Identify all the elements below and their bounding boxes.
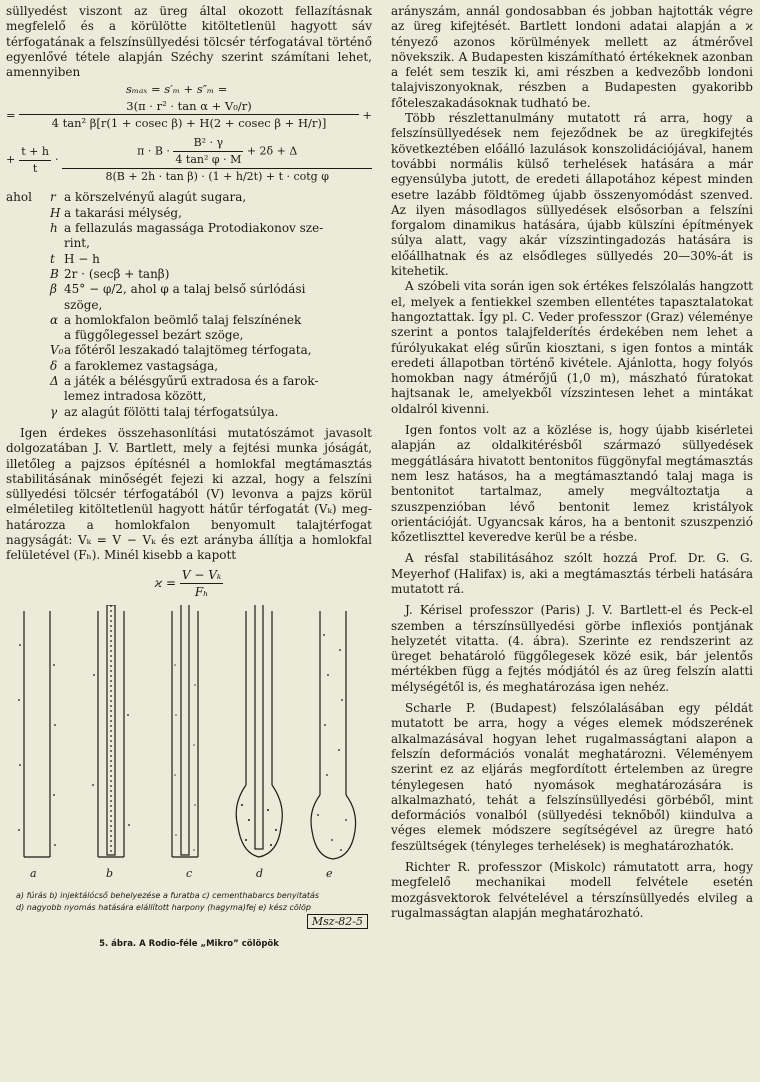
pile-a-drawing [18,611,56,857]
fraction-2-num-a: π · B · [137,144,170,158]
formula-fraction-1 [19,99,360,130]
kappa-lhs: ϰ = [154,575,177,590]
definition-body [50,252,372,267]
def-text: a játék a bélésgyűrű extradosa és a farok- [64,374,319,389]
pile-drawings [6,605,372,905]
figure-label-e: e [326,866,333,880]
left-column [6,4,372,977]
def-symbol: B [50,266,59,281]
def-symbol: V₀ [50,343,64,358]
def-symbol: Δ [50,374,59,389]
figure-legend-line-1: a) fúrás b) injektálócső behelyezése a furatba c) cementhabarcs benyitatás [16,890,320,900]
formula-line-3 [6,136,372,184]
pile-e-drawing [311,611,356,859]
definition-row [6,343,372,358]
def-text: a körszelvényű alagút sugara, [64,190,247,205]
figure-label-b: b [106,866,114,880]
fraction-1-numerator: 3(π · r² · tan α + V₀/r) [19,99,360,115]
formula-dot: · [54,153,59,167]
micro-pile-figure [6,605,372,977]
definition-body [50,313,372,344]
definition-row [6,190,372,205]
fraction-2-numerator [62,136,372,169]
fraction-2-denominator: 8(B + 2h · tan β) · (1 + h/2t) + t · cotg φ [105,170,329,184]
pile-c-drawing [172,605,198,857]
def-text: a takarási mélység, [64,205,182,220]
paragraph-kerisel: J. Kérisel professzor (Paris) J. V. Bartlett-el és Peck-el szemben a térszínsüllyedési görbe inflexiós pontjának helyzetét vitatta. (4. ábra). Szerinte ez rendszerint az üreget behatároló függőlegesek közé esik, bár jelentős mértékben függ a fejtés módjától és az üreg felszín alatti mélységétől is, és meghatározása igen nehéz. [391,603,753,694]
prefactor-denominator: t [32,161,38,175]
definition-row [6,359,372,374]
definition-row [6,374,372,405]
formula-fraction-2 [62,136,372,184]
figure-label-a: a [30,866,37,880]
formula-line-1: sₘₐₓ = s′ₘ + s″ₘ = [126,82,228,97]
paragraph-secondary-settlement: Több részlettanulmány mutatott rá arra, hogy a felszínsüllyedések nem fejeződnek be az üregkifejtés következtében előálló lazulások konszolidációjával, hanem további normális külső terhelések hatására a már egyensúlyba jutott, de eredeti állapotához képest minden esetre lazább földtömeg újabb összenyomódást szenved. Az ilyen másodlagos süllyedések elsősorban a felszíni forgalom dinamikus hatására, újabb külszíni építmények súlya alatt, vagy akár vízszintingadozás hatására is előállhatnak és az elsődleges süllyedés 20—30%-át is kitehetik. [391,111,753,279]
intro-paragraph: süllyedést viszont az üreg által okozott fellazításnak megfelelő és a körülötte kitöltetlenül hagyott sáv térfogatának a felszínsüllyedési tölcsér térfogatával történő egyenlővé tétele alapján Széchy szerint számítani lehet, amennyiben [6,4,372,80]
definition-row [6,282,372,313]
figure-caption: 5. ábra. A Rodio-féle „Mikro” cölöpök [99,938,279,949]
definition-body [50,405,372,420]
def-text: a fellazulás magassága Protodiakonov sze- [64,221,324,236]
formula-prefactor [19,145,51,176]
ahol-label: ahol [6,190,32,205]
fraction-2-num-b: + 2δ + Δ [246,144,298,158]
definition-row [6,252,372,267]
def-text: 45° − φ/2, ahol φ a talaj belső súrlódási [64,282,306,297]
kappa-formula [6,568,372,599]
definition-body [50,343,372,358]
figure-label-c: c [186,866,193,880]
formula-plus-lead: + [6,153,16,167]
def-symbol: β [50,282,57,297]
inner-numerator: B² · γ [173,136,243,152]
definition-row [6,267,372,282]
symbol-definitions [6,190,372,419]
definition-body [50,374,372,405]
def-text: a faroklemez vastagsága, [64,358,219,373]
inner-denominator: 4 tan² φ · M [175,153,242,167]
paragraph-bentonite: Igen fontos volt az a közlése is, hogy újabb kisérletei alapján az oldalkitérésből származó süllyedések meggátlására hivatott bentonitos függönyfal megtámasztás nem lesz hatásos, ha a megtámasztandó talaj maga is bentonitot tartalmaz, amely megváltoztatja a szuszpenzióban lévő bentonit lemez kristályok orientációját. Ugyancsak káros, ha a bentonit szuszpenzió kőzetliszttel keveredve kerül be a résbe. [391,423,753,545]
def-symbol: h [50,221,58,236]
def-symbol: H [50,205,61,220]
formula-eq-sign: = [6,107,16,122]
definition-body [50,359,372,374]
paragraph-scharle: Scharle P. (Budapest) felszólalásában egy példát mutatott be arra, hogy a véges elemek módszerének alkalmazásával hogyan lehet rugalmasságtani alapon a felszín deformációs vonalát meghatározni. Véleményem szerint ez az eljárás megfordított értelemben az üregre ténylegesen ható nyomások meghatározására is alkalmazható, tehát a felszínsüllyedési görbéből, mint deformációs vonalból (süllyedési teknőből) kiindulva a véges elemek módszere segítségével az üregre ható feszültségek (tényleges terhelések) is meghatározhatók. [391,701,753,853]
definition-body [50,282,372,313]
def-continuation: a függőlegessel bezárt szöge, [64,328,244,343]
def-text: H − h [64,251,100,266]
def-symbol: r [50,190,56,205]
pile-b-drawing [92,605,130,857]
def-text: 2r · (secβ + tanβ) [64,266,170,281]
def-symbol: t [50,251,55,266]
def-continuation: rint, [64,236,90,251]
definition-row [6,405,372,420]
def-text: a homlokfalon beömlő talaj felszínének [64,312,302,327]
def-continuation: lemez intradosa között, [64,389,207,404]
fraction-1-denominator: 4 tan² β[r(1 + cosec β) + H(2 + cosec β + H/r)] [51,116,327,131]
formula-plus-sign: + [362,107,372,122]
figure-code-box: Msz-82-5 [307,914,368,929]
def-symbol: γ [50,404,58,419]
def-continuation: szöge, [64,297,103,312]
pile-d-drawing [236,605,282,857]
def-symbol: α [50,312,59,327]
def-text: a főtéről leszakadó talajtömeg térfogata, [64,343,312,358]
right-column [391,4,753,921]
definition-body [50,190,372,205]
kappa-numerator: V − Vₖ [181,567,222,582]
paragraph-meyerhof: A résfal stabilitásához szólt hozzá Prof. Dr. G. G. Meyerhof (Halifax) is, aki a megtámasztás térbeli hatására mutatott rá. [391,551,753,596]
def-symbol: δ [50,358,58,373]
prefactor-numerator: t + h [19,145,51,161]
paragraph-kappa-result: arányszám, annál gondosabban és jobban hajtották végre az üreg kifejtését. Bartlett londoni adatai alapján a ϰ tényező azonos körülmények mellett az átmérővel növekszik. A Budapesten kiszámítható értékeknek azonban a felét sem teszik ki, ami részben a kedvezőbb londoni talajviszonyoknak, részben a Budapesten gyakoribb főteleszakadásoknak tudható be. [391,4,753,110]
formula-line-2 [6,99,372,130]
figure-label-d: d [256,866,264,880]
settlement-formula [6,82,372,184]
definition-row [6,313,372,344]
definition-row [6,221,372,252]
paragraph-veder: A szóbeli vita során igen sok értékes felszólalás hangzott el, melyek a fentiekkel szemben ellentétes tapasztalatokat hangoztattak. Így pl. C. Veder professzor (Graz) véleménye szerint a pontos talajfelderítés érdekében nem lehet a fúrólyukakat elég sűrűn kiosztani, s igen fontos a minták eredeti állapotban történő kivétele. Ajánlotta, hogy folyós homokban nagy átmérőjű (1,0 m), mászható fúratokat hajtsanak le, amelyekből vízszintesen lehet a mintákat oldalról kivenni. [391,279,753,416]
inner-fraction [173,136,243,167]
def-text: az alagút fölötti talaj térfogatsúlya. [64,404,279,419]
definition-row [6,206,372,221]
definition-body [50,206,372,221]
definition-body [50,267,372,282]
paragraph-richter: Richter R. professzor (Miskolc) rámutatott arra, hogy megfelelő mechanikai modell felvétele esetén mozgásvektorok felvételével a térszínsüllyedés elvileg a rugalmasságtan alapján meghatározható. [391,860,753,920]
kappa-fraction [180,568,223,599]
bartlett-paragraph: Igen érdekes összehasonlítási mutatószámot javasolt dolgozatában J. V. Bartlett, mely a fejtési munka jóságát, illetőleg a pajzsos építésnél a homlokfal megtámasztás stabilitásának minőségét fejezi ki azzal, hogy a felszíni süllyedési tölcsér térfogatából (V) levonva a pajzs körül elméletileg kitöltetlenül hagyott hátűr térfogatát (Vₖ) meghatározza a homlokfalon benyomult talajtérfogat nagyságát: Vₖ = V − Vₖ és ezt arányba állítja a homlokfal felületével (Fₕ). Minél kisebb a kapott [6,425,372,563]
figure-legend-line-2: d) nagyobb nyomás hatására elállított harpony (hagyma)fej e) kész cölöp [16,902,311,912]
kappa-denominator: Fₕ [194,584,209,599]
definition-body [50,221,372,252]
